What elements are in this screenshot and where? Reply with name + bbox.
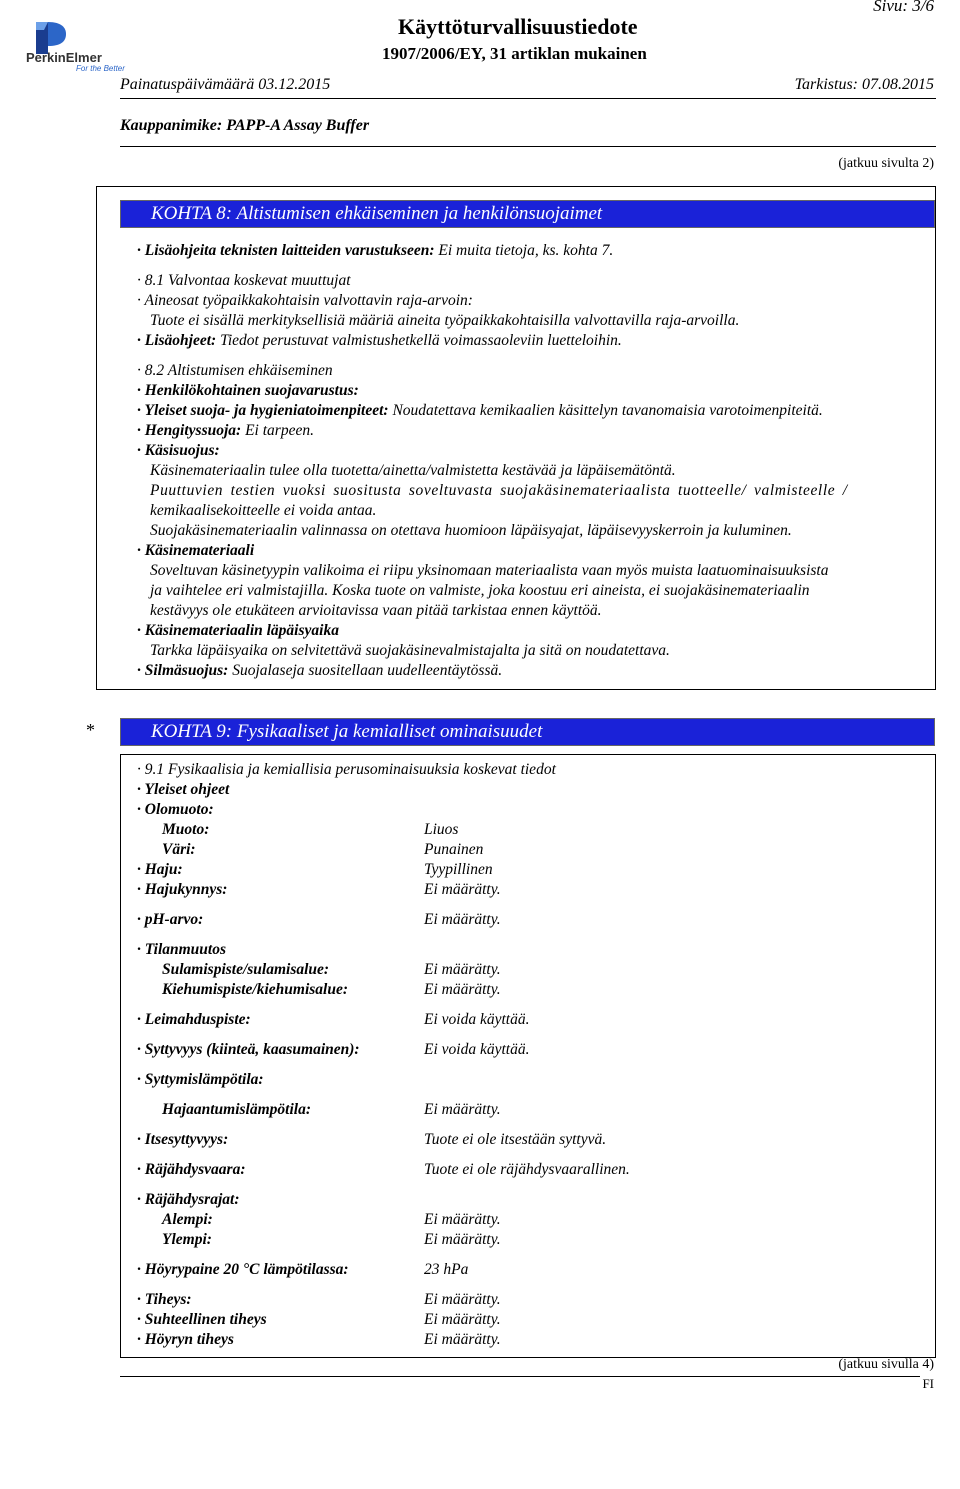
general-notes: · Yleiset ohjeet (137, 781, 230, 798)
odour-label: · Haju: (137, 861, 183, 878)
state-change-label: · Tilanmuutos (137, 941, 227, 958)
header-divider-2 (120, 146, 936, 147)
colour-value: Punainen (424, 841, 484, 858)
hand-text-1: Käsinemateriaalin tulee olla tuotetta/ainetta/valmistetta kestävää ja läpäisemätöntä. (150, 462, 676, 479)
boiling-label: Kiehumispiste/kiehumisalue: (162, 981, 349, 998)
material-text-2: ja vaihtelee eri valmistajilla. Koska tuote on valmiste, joka koostuu eri aineista, ei suojakäsinemateriaalin (150, 582, 810, 599)
appearance-label: · Olomuoto: (137, 801, 214, 818)
ignition-temp-label: · Syttymislämpötila: (137, 1071, 264, 1088)
vapour-pressure-label: · Höyrypaine 20 °C lämpötilassa: (137, 1261, 349, 1278)
odour-value: Tyypillinen (424, 861, 493, 878)
engineering-line: · Lisäohjeita teknisten laitteiden varustukseen: Ei muita tietoja, ks. kohta 7. (137, 242, 614, 259)
footer-divider (120, 1376, 920, 1377)
flammability-label: · Syttyvyys (kiinteä, kaasumainen): (137, 1041, 360, 1058)
decomp-value: Ei määrätty. (424, 1101, 501, 1118)
print-date: Painatuspäivämäärä 03.12.2015 (120, 76, 331, 93)
eye-line: · Silmäsuojus: Suojalaseja suositellaan uudelleentäytössä. (137, 662, 503, 679)
self-ignition-value: Tuote ei ole itsestään syttyvä. (424, 1131, 607, 1148)
hand-label: · Käsisuojus: (137, 442, 220, 459)
vapour-density-value: Ei määrätty. (424, 1331, 501, 1348)
explosion-label: · Räjähdysvaara: (137, 1161, 246, 1178)
ppe-label: · Henkilökohtainen suojavarustus: (137, 382, 359, 399)
flash-label: · Leimahduspiste: (137, 1011, 251, 1028)
material-text-3: kestävyys ole etukäteen arvioitavissa vaan pitää tarkistaa ennen käyttöä. (150, 602, 602, 619)
self-ignition-label: · Itsesyttyvyys: (137, 1131, 229, 1148)
melting-label: Sulamispiste/sulamisalue: (162, 961, 330, 978)
penetration-label: · Käsinemateriaalin läpäisyaika (137, 622, 339, 639)
continued-from: (jatkuu sivulta 2) (838, 156, 934, 171)
form-value: Liuos (424, 821, 459, 838)
relative-density-label: · Suhteellinen tiheys (137, 1311, 267, 1328)
section8-title: KOHTA 8: Altistumisen ehkäiseminen ja henkilönsuojaimet (120, 200, 935, 228)
upper-value: Ei määrätty. (424, 1231, 501, 1248)
vapour-pressure-value: 23 hPa (424, 1261, 469, 1278)
lower-value: Ei määrätty. (424, 1211, 501, 1228)
s91-heading: · 9.1 Fysikaalisia ja kemiallisia perusominaisuuksia koskevat tiedot (137, 761, 556, 778)
logo-text: PerkinElmer (26, 50, 102, 65)
general-measures: · Yleiset suoja- ja hygieniatoimenpiteet: Noudatettava kemikaalien käsittelyn tavanomaisia varotoimenpiteitä. (137, 402, 823, 419)
header-divider (120, 98, 936, 99)
relative-density-value: Ei määrätty. (424, 1311, 501, 1328)
limits-label: · Aineosat työpaikkakohtaisin valvottavin raja-arvoin: (137, 292, 473, 309)
flammability-value: Ei voida käyttää. (424, 1041, 530, 1058)
penetration-text: Tarkka läpäisyaika on selvitettävä suojakäsinevalmistajalta ja sitä on noudatettava. (150, 642, 670, 659)
colour-label: Väri: (162, 841, 196, 858)
odour-threshold-label: · Hajukynnys: (137, 881, 228, 898)
s81-heading: · 8.1 Valvontaa koskevat muuttujat (137, 272, 351, 289)
hand-text-2a: Puuttuvien testien vuoksi suositusta soveltuvasta suojakäsinemateriaalista tuotteelle/ valmisteelle / (150, 482, 848, 499)
page-number: Sivu: 3/6 (873, 0, 934, 15)
boiling-value: Ei määrätty. (424, 981, 501, 998)
s82-heading: · 8.2 Altistumisen ehkäiseminen (137, 362, 333, 379)
revision-star: * (86, 720, 95, 740)
flash-value: Ei voida käyttää. (424, 1011, 530, 1028)
melting-value: Ei määrätty. (424, 961, 501, 978)
additional-line: · Lisäohjeet: Tiedot perustuvat valmistushetkellä voimassaoleviin luetteloihin. (137, 332, 622, 349)
density-value: Ei määrätty. (424, 1291, 501, 1308)
language-code: FI (922, 1376, 934, 1391)
density-label: · Tiheys: (137, 1291, 192, 1308)
revision-date: Tarkistus: 07.08.2015 (794, 76, 934, 93)
limits-text: Tuote ei sisällä merkityksellisiä määriä aineita työpaikkakohtaisilla valvottavilla raja-arvoilla. (150, 312, 740, 329)
form-label: Muoto: (162, 821, 210, 838)
hand-text-2b: kemikaalisekoitteelle ei voida antaa. (150, 502, 377, 519)
trade-name: Kauppanimike: PAPP-A Assay Buffer (120, 117, 370, 134)
ph-value: Ei määrätty. (424, 911, 501, 928)
lower-label: Alempi: (162, 1211, 213, 1228)
decomp-label: Hajaantumislämpötila: (162, 1101, 311, 1118)
explosion-value: Tuote ei ole räjähdysvaarallinen. (424, 1161, 630, 1178)
ph-label: · pH-arvo: (137, 911, 204, 928)
document-title: Käyttöturvallisuustiedote (398, 14, 638, 39)
logo-tagline: For the Better (76, 64, 125, 73)
odour-threshold-value: Ei määrätty. (424, 881, 501, 898)
document-subtitle: 1907/2006/EY, 31 artiklan mukainen (382, 44, 647, 63)
material-label: · Käsinemateriaali (137, 542, 255, 559)
respiratory-line: · Hengityssuoja: Ei tarpeen. (137, 422, 314, 439)
section9-title: KOHTA 9: Fysikaaliset ja kemialliset ominaisuudet (120, 718, 935, 746)
perkinelmer-logo (22, 18, 132, 78)
vapour-density-label: · Höyryn tiheys (137, 1331, 234, 1348)
material-text-1: Soveltuvan käsinetyypin valikoima ei riipu yksinomaan materiaalista vaan myös muista laatuominaisuuksista (150, 562, 829, 579)
explosion-limits-label: · Räjähdysrajat: (137, 1191, 240, 1208)
hand-text-3: Suojakäsinemateriaalin valinnassa on otettava huomioon läpäisyajat, läpäisevyyskerroin ja kuluminen. (150, 522, 792, 539)
continued-to: (jatkuu sivulla 4) (838, 1357, 934, 1372)
upper-label: Ylempi: (162, 1231, 212, 1248)
